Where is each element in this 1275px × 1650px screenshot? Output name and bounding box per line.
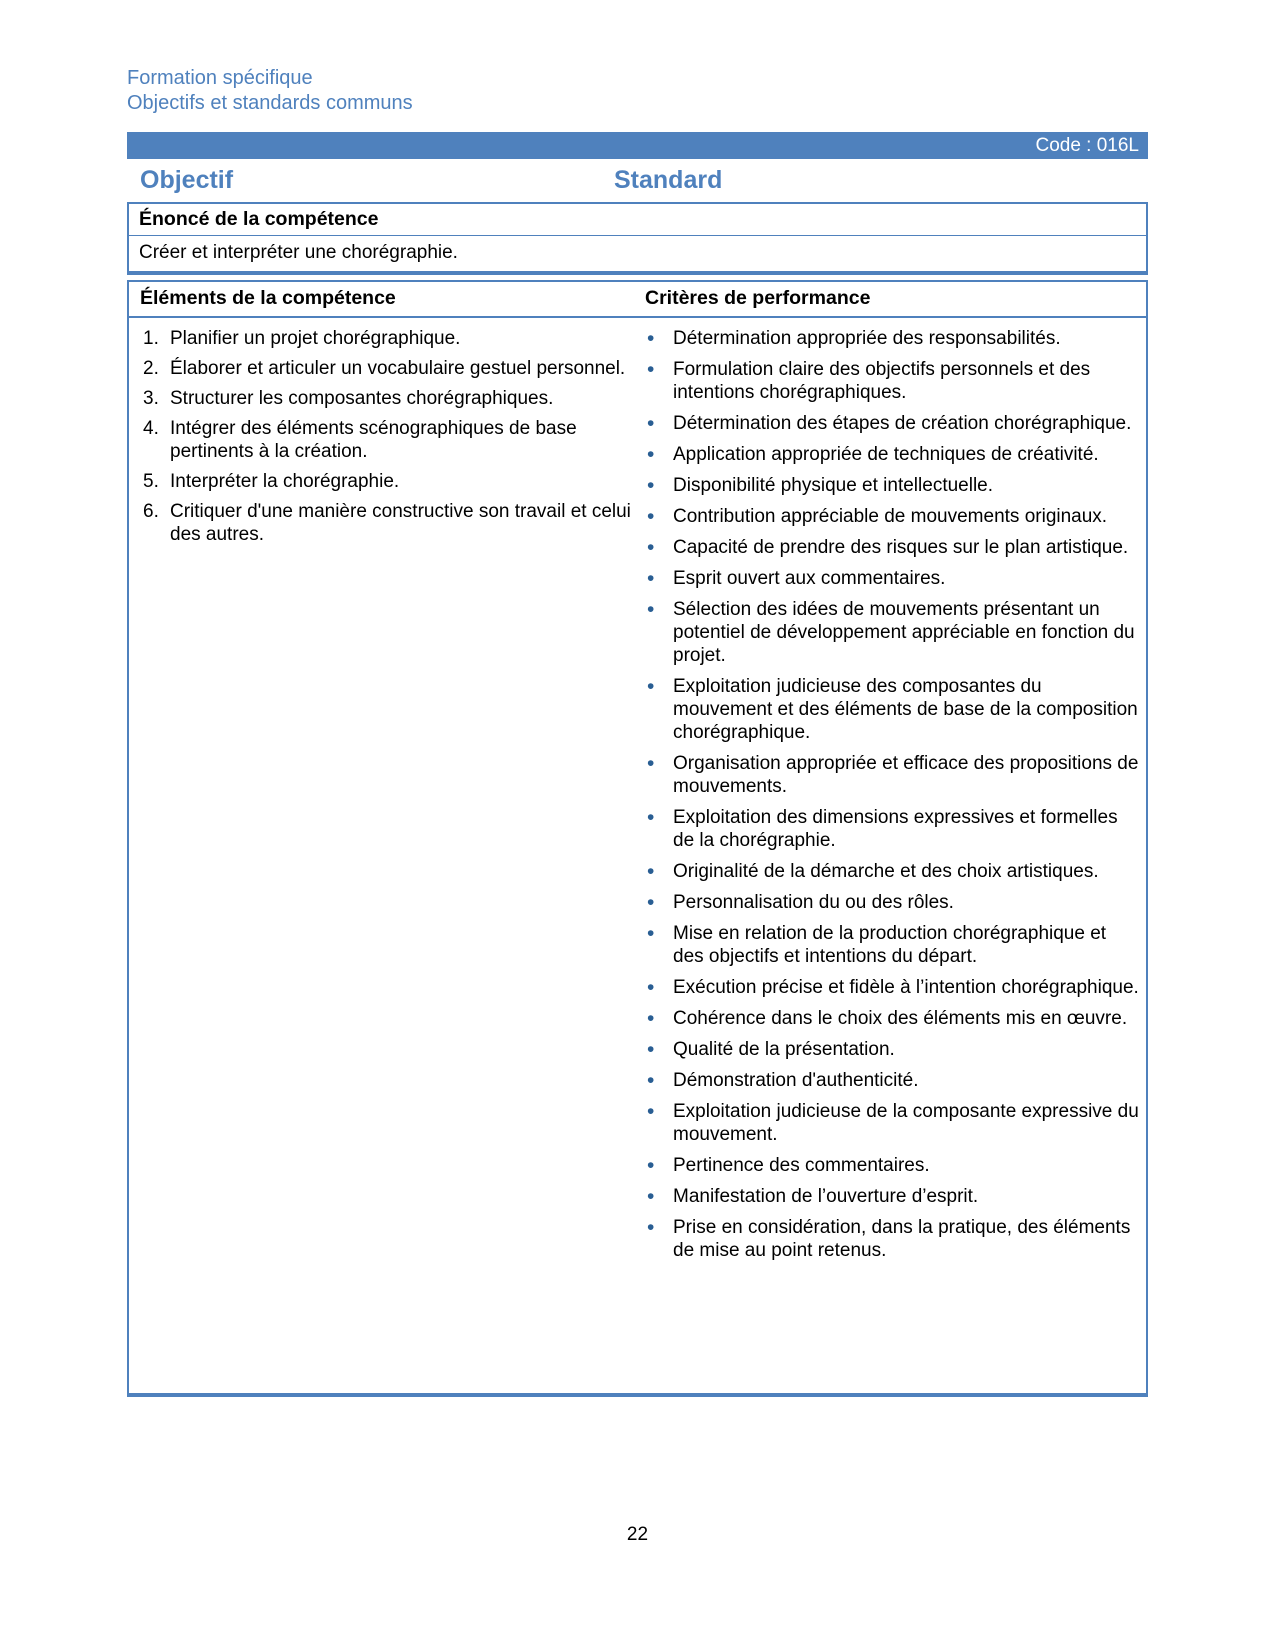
criteres-header: Critères de performance	[645, 287, 871, 309]
table-header-row	[129, 282, 1146, 318]
list-item: • Pertinence des commentaires.	[635, 1154, 1140, 1177]
list-item: • Contribution appréciable de mouvements originaux.	[635, 505, 1140, 528]
list-item: • Exploitation judicieuse des composantes du mouvement et des éléments de base de la composition chorégraphique.	[635, 675, 1140, 744]
competence-table	[127, 280, 1148, 1397]
list-item: Planifier un projet chorégraphique.	[170, 328, 461, 349]
list-item: Interpréter la chorégraphie.	[170, 471, 400, 492]
list-item: • Application appropriée de techniques de créativité.	[635, 443, 1140, 466]
standard-title: Standard	[614, 166, 723, 194]
criteres-list	[635, 327, 1140, 1262]
enonce-box	[127, 202, 1148, 275]
list-item: Critiquer d'une manière constructive son travail et celui des autres.	[170, 501, 631, 545]
elements-list	[129, 327, 631, 546]
list-item: • Capacité de prendre des risques sur le plan artistique.	[635, 536, 1140, 559]
list-item: • Manifestation de l’ouverture d’esprit.	[635, 1185, 1140, 1208]
list-item: • Mise en relation de la production chorégraphique et des objectifs et intentions du départ.	[635, 922, 1140, 968]
list-item: • Organisation appropriée et efficace des propositions de mouvements.	[635, 752, 1140, 798]
elements-column	[129, 318, 635, 1393]
criteres-column	[635, 318, 1146, 1393]
list-item: • Démonstration d'authenticité.	[635, 1069, 1140, 1092]
list-item: • Formulation claire des objectifs personnels et des intentions chorégraphiques.	[635, 358, 1140, 404]
objectif-title: Objectif	[140, 166, 234, 194]
list-item: • Détermination des étapes de création chorégraphique.	[635, 412, 1140, 435]
header-line-objectifs: Objectifs et standards communs	[127, 92, 413, 114]
code-label: Code : 016L	[1035, 135, 1139, 156]
list-item: • Qualité de la présentation.	[635, 1038, 1140, 1061]
list-item: • Esprit ouvert aux commentaires.	[635, 567, 1140, 590]
list-item: • Originalité de la démarche et des choix artistiques.	[635, 860, 1140, 883]
list-item: • Prise en considération, dans la pratique, des éléments de mise au point retenus.	[635, 1216, 1140, 1262]
table-body	[129, 318, 1146, 1393]
header-line-formation: Formation spécifique	[127, 67, 313, 89]
list-item: • Cohérence dans le choix des éléments mis en œuvre.	[635, 1007, 1140, 1030]
list-item: • Sélection des idées de mouvements présentant un potentiel de développement appréciable en fonction du projet.	[635, 598, 1140, 667]
document-header	[127, 66, 1148, 116]
list-item: • Exploitation des dimensions expressives et formelles de la chorégraphie.	[635, 806, 1140, 852]
code-bar	[127, 132, 1148, 159]
column-titles	[127, 165, 1148, 195]
document-page	[127, 0, 1148, 1545]
list-item: Élaborer et articuler un vocabulaire gestuel personnel.	[170, 358, 626, 379]
list-item: Structurer les composantes chorégraphiques.	[170, 388, 554, 409]
list-item: Intégrer des éléments scénographiques de base pertinents à la création.	[170, 418, 577, 462]
page-number: 22	[626, 1524, 649, 1545]
list-item: • Disponibilité physique et intellectuelle.	[635, 474, 1140, 497]
list-item: • Exécution précise et fidèle à l’intention chorégraphique.	[635, 976, 1140, 999]
enonce-text: Créer et interpréter une chorégraphie.	[139, 242, 458, 263]
list-item: • Exploitation judicieuse de la composante expressive du mouvement.	[635, 1100, 1140, 1146]
list-item: • Personnalisation du ou des rôles.	[635, 891, 1140, 914]
enonce-title: Énoncé de la compétence	[129, 204, 1146, 236]
elements-header: Éléments de la compétence	[140, 287, 396, 309]
list-item: • Détermination appropriée des responsabilités.	[635, 327, 1140, 350]
